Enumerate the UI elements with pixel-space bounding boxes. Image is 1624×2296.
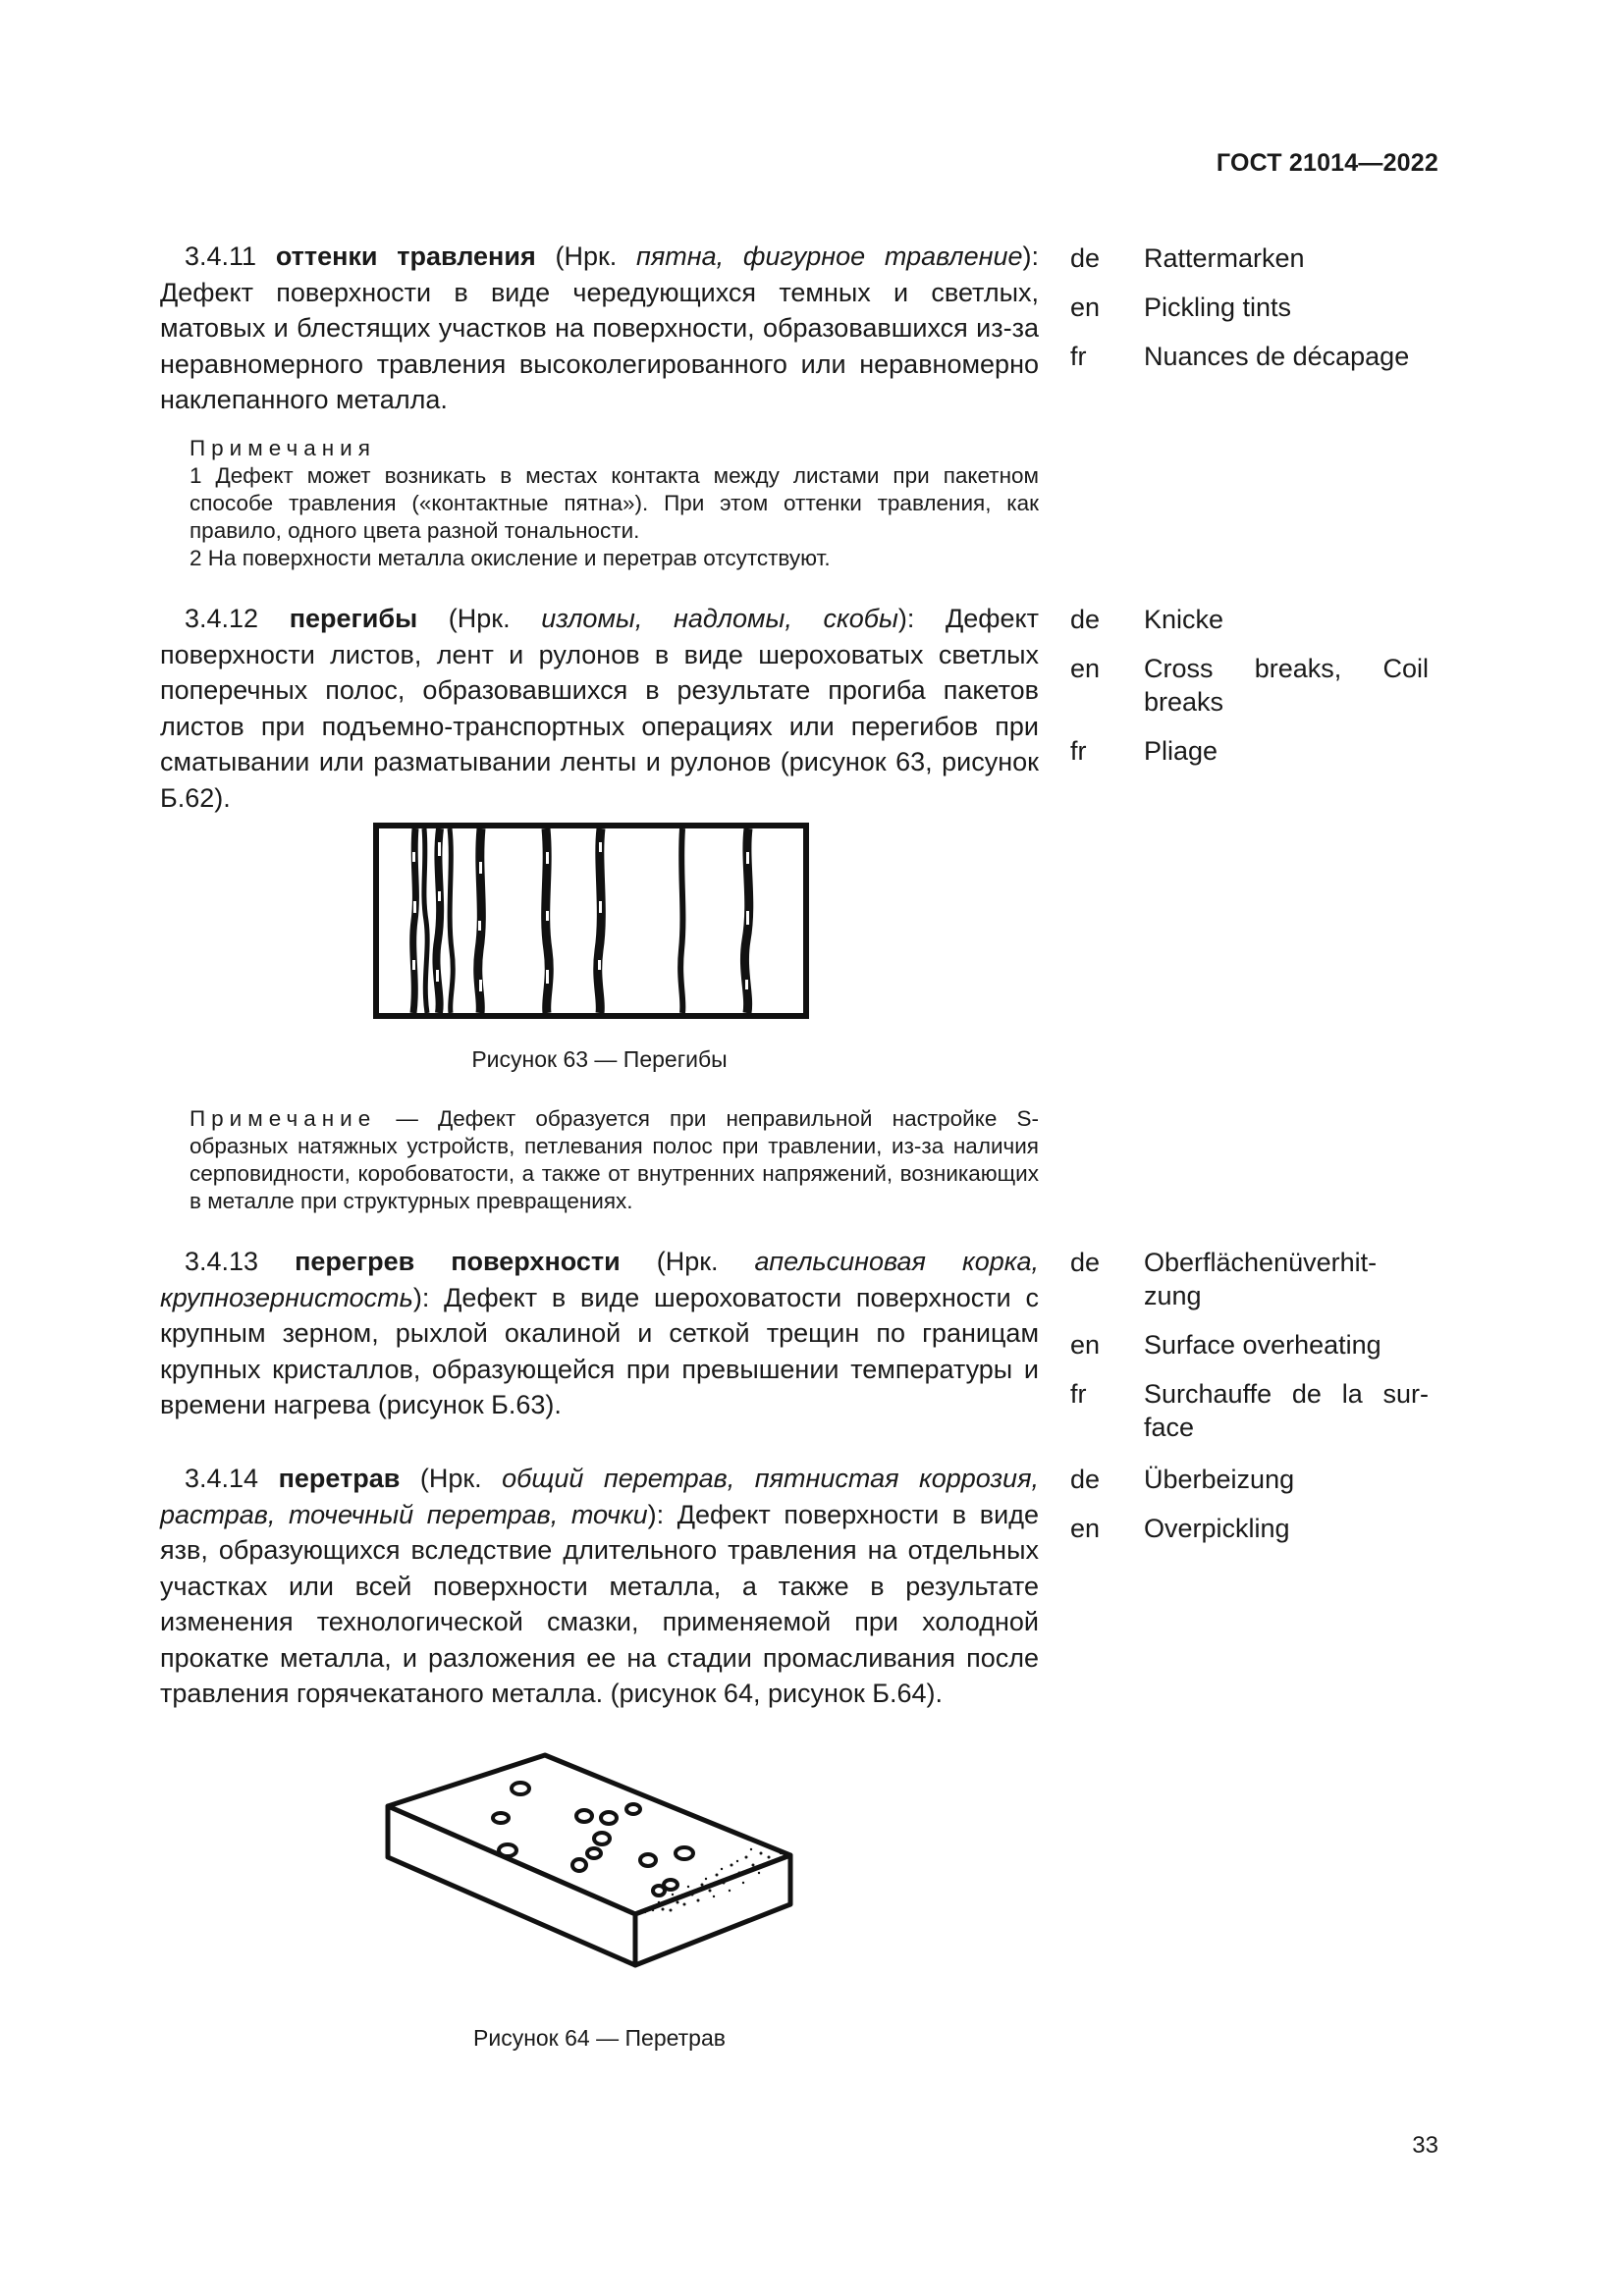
term-3-4-11 [160,239,1039,418]
lang-code: de [1070,1465,1101,1494]
definition: Дефект в виде шероховатости поверхности с крупным зерном, рыхлой окалиной и сеткой трещин по границам крупных кристаллов, образующейся при превышении температуры и времени нагрева (рисунок Б.63). [160,1282,1039,1419]
term-number: 3.4.13 [185,1247,259,1276]
translation-row [1070,1328,1429,1362]
definition: Дефект поверхности в виде язв, образующихся вследствие длительного травления на отдельных участках или всей поверхности металла, а также в результате изменения технологической смазки, применяемой при холодной прокатке металла, и разложения ее на стадии промасливания после травления горячекатаного металла. (рисунок 64, рисунок Б.64). [160,1499,1039,1708]
notes-3-4-11 [160,435,1039,572]
note-paragraph [160,1105,1039,1215]
lang-term: Überbeizung [1144,1465,1295,1494]
standard-code: ГОСТ 21014—2022 [1216,149,1438,177]
synonyms: пятна, фигурное травление [636,241,1023,271]
lang-code: en [1070,1330,1101,1360]
lang-term: Rattermarken [1144,243,1305,273]
translation-row [1070,1463,1429,1496]
synonyms: изломы, надломы, скобы [541,604,898,633]
term-title: перегрев поверхности [295,1247,621,1276]
translation-row [1070,603,1429,636]
lang-term: Nuances de décapage [1144,342,1410,371]
translation-row [1070,734,1429,768]
term-title: оттенки травления [275,241,536,271]
translations-3-4-12 [1070,603,1429,783]
lang-code: en [1070,1514,1101,1543]
notes-heading: Примечания [189,436,376,460]
synonyms-open: (Нрк. [417,604,542,633]
figure-64-caption: Рисунок 64 — Перетрав [473,2025,726,2051]
term-number: 3.4.11 [185,241,257,271]
synonyms-open: (Нрк. [535,241,637,271]
translation-row [1070,652,1429,719]
lang-term: Knicke [1144,605,1224,634]
page-number: 33 [1412,2132,1438,2159]
synonyms: общий перетрав, пятнистая коррозия, растрав, точечный перетрав, точки [160,1464,1039,1529]
synonyms: апельсиновая корка, крупнозернистость [160,1247,1039,1312]
lang-term: Surface overheating [1144,1330,1381,1360]
lang-term: Pickling tints [1144,293,1292,322]
lang-code: fr [1070,342,1087,371]
definition: Дефект поверхности листов, лент и рулонов в виде шероховатых светлых поперечных полос, образовавшихся в результате прогиба пакетов листов при подъемно-транспортных операциях или перегибов при сматывании или разматывании ленты и рулонов (рисунок 63, рисунок Б.62). [160,604,1039,813]
lang-term: Surchauffe de la sur-face [1144,1379,1429,1442]
translations-3-4-11 [1070,241,1429,389]
definition: Дефект поверхности в виде чередующихся темных и светлых, матовых и блестящих участков на поверхности, образовавшихся из-за неравномерного травления высоколегированного или неравномерно наклепанного металла. [160,277,1039,414]
term-number: 3.4.12 [185,604,259,633]
translation-row [1070,340,1429,373]
term-title: перетрав [278,1464,401,1493]
synonyms-close: ): [647,1499,665,1529]
synonyms-close: ): [412,1282,430,1312]
lang-term: Overpickling [1144,1514,1290,1543]
figure-63-caption: Рисунок 63 — Перегибы [471,1046,728,1072]
term-3-4-12 [160,601,1039,816]
note-item: 2 На поверхности металла окисление и перетрав отсутствуют. [189,546,831,570]
translations-3-4-14 [1070,1463,1429,1561]
translation-row [1070,1512,1429,1545]
term-3-4-13 [160,1244,1039,1423]
note-text: — Дефект образуется при неправильной настройке S-образных натяжных устройств, петлевания полос при травлении, из-за наличия серповидности, коробоватости, а также от внутренних напряжений, возникающих в металле при структурных превращениях. [189,1106,1039,1213]
synonyms-close: ): [1022,241,1039,271]
lang-code: fr [1070,736,1087,766]
term-title: перегибы [289,604,418,633]
term-3-4-14 [160,1461,1039,1712]
translation-row [1070,1377,1429,1444]
lang-code: en [1070,654,1101,683]
lang-code: en [1070,293,1101,322]
note-item: 1 Дефект может возникать в местах контакта между листами при пакетном способе травления («контактные пятна»). При этом оттенки травления, как правило, одного цвета разной тональности. [189,463,1039,543]
note-heading: Примечание [189,1106,377,1131]
synonyms-open: (Нрк. [400,1464,503,1493]
lang-code: fr [1070,1379,1087,1409]
translation-row [1070,1246,1429,1312]
slab-outline [388,1755,790,1965]
lang-code: de [1070,243,1101,273]
figure-63-cross-breaks [373,823,809,1019]
figure-64-overpickling [378,1747,800,2002]
lang-term: Cross breaks, Coil breaks [1144,654,1429,717]
translations-3-4-13 [1070,1246,1429,1460]
lang-term: Pliage [1144,736,1218,766]
lang-code: de [1070,605,1101,634]
translation-row [1070,291,1429,324]
synonyms-open: (Нрк. [620,1247,755,1276]
synonyms-close: ): [897,604,915,633]
term-number: 3.4.14 [185,1464,259,1493]
lang-code: de [1070,1248,1101,1277]
lang-term: Oberflächenüverhit-zung [1144,1248,1378,1310]
note-3-4-12 [160,1105,1039,1215]
translation-row [1070,241,1429,275]
